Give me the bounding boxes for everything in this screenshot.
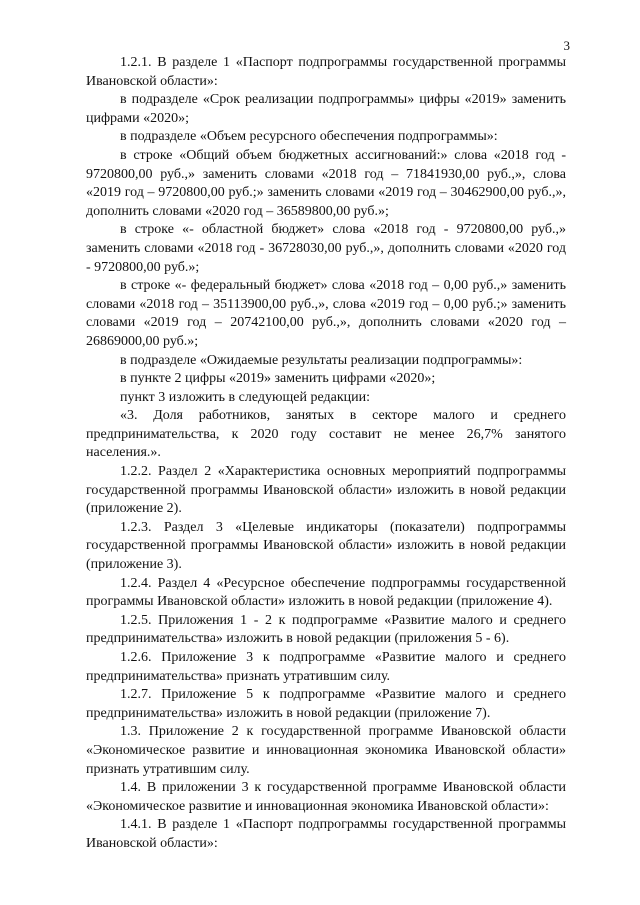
paragraph-federal-budget-row: в строке «- федеральный бюджет» слова «2018 год – 0,00 руб.,» заменить словами «2018 год – 35113900,00 руб.,», слова «2019 год – 0,00 руб.;» заменить словами «2019 год – 20742100,00 руб.,», дополнить словами «2020 год – 26869000,00 руб.»; [86, 278, 566, 349]
paragraph-1-2-5: 1.2.5. Приложения 1 - 2 к подпрограмме «Развитие малого и среднего предпринимательства» изложить в новой редакции (приложения 5 - 6). [86, 612, 566, 647]
paragraph-point-3-text: «3. Доля работников, занятых в секторе малого и среднего предпринимательства, к 2020 году составит не менее 26,7% занятого населения.». [86, 408, 566, 461]
paragraph-1-2-6: 1.2.6. Приложение 3 к подпрограмме «Развитие малого и среднего предпринимательства» признать утратившим силу. [86, 650, 566, 684]
paragraph-point-3-intro: пункт 3 изложить в следующей редакции: [120, 389, 370, 405]
paragraph-term-subsection: в подразделе «Срок реализации подпрограммы» цифры «2019» заменить цифрами «2020»; [86, 92, 566, 126]
paragraph-expected-results: в подразделе «Ожидаемые результаты реализации подпрограммы»: [120, 352, 523, 368]
paragraph-regional-budget-row: в строке «- областной бюджет» слова «2018 год - 9720800,00 руб.,» заменить словами «2018 год - 36728030,00 руб.,», дополнить словами «2020 год - 9720800,00 руб.»; [86, 222, 566, 275]
paragraph-1-2-7: 1.2.7. Приложение 5 к подпрограмме «Развитие малого и среднего предпринимательства» изложить в новой редакции (приложение 7). [86, 687, 566, 721]
paragraph-1-3: 1.3. Приложение 2 к государственной программе Ивановской области «Экономическое развитие и инновационная экономика Ивановской области» признать утратившим силу. [86, 724, 566, 777]
document-body [86, 54, 566, 854]
paragraph-1-4-1: 1.4.1. В разделе 1 «Паспорт подпрограммы государственной программы Ивановской области»: [86, 817, 566, 851]
page-number: 3 [563, 38, 570, 53]
paragraph-resource-subsection: в подразделе «Объем ресурсного обеспечения подпрограммы»: [120, 129, 498, 145]
paragraph-point-2: в пункте 2 цифры «2019» заменить цифрами «2020»; [120, 371, 436, 387]
paragraph-1-2-1: 1.2.1. В разделе 1 «Паспорт подпрограммы государственной программы Ивановской области»: [86, 55, 566, 89]
paragraph-1-2-2: 1.2.2. Раздел 2 «Характеристика основных мероприятий подпрограммы государственной программы Ивановской области» изложить в новой редакции (приложение 2). [86, 464, 566, 517]
paragraph-1-4: 1.4. В приложении 3 к государственной программе Ивановской области «Экономическое развитие и инновационная экономика Ивановской области»: [86, 780, 566, 814]
paragraph-1-2-3: 1.2.3. Раздел 3 «Целевые индикаторы (показатели) подпрограммы государственной программы Ивановской области» изложить в новой редакции (приложение 3). [86, 519, 566, 573]
paragraph-total-budget-row: в строке «Общий объем бюджетных ассигнований:» слова «2018 год - 9720800,00 руб.,» заменить словами «2018 год – 71841930,00 руб.,», слова «2019 год – 9720800,00 руб.;» заменить словами «2019 год – 30462900,00 руб.,», дополнить словами «2020 год – 36589800,00 руб.»; [86, 147, 566, 219]
paragraph-1-2-4: 1.2.4. Раздел 4 «Ресурсное обеспечение подпрограммы государственной программы Ивановской области» изложить в новой редакции (приложение 4). [86, 575, 566, 610]
